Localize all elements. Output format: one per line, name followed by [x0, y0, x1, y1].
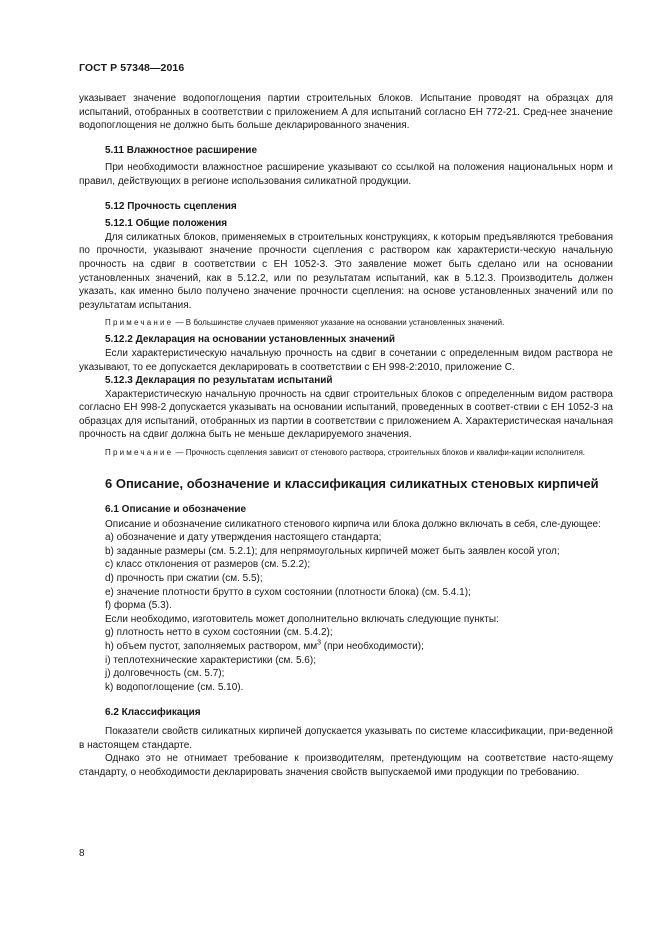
optional-intro: Если необходимо, изготовитель может дополнительно включать следующие пункты: [105, 613, 499, 625]
list-item: k) водопоглощение (см. 5.10). [105, 681, 244, 693]
list-item: с) класс отклонения от размеров (см. 5.2.2); [105, 559, 311, 571]
section-5-12-1-text: Для силикатных блоков, применяемых в строительных конструкциях, к которым предъявляются требования по прочности, указывают значение прочности сцепления с раствором как характеристи-ческую начальную прочность на сдвиг в соответствии с ЕН 1052-3. Это заявление может быть сделано или на основании установленных значений, как в 5.12.2, или по результатам испытаний, как в 5.12.3. Производитель должен указать, как именно было получено значение прочности сцепления: на основе установленных значений или по результатам испытания. [79, 231, 613, 311]
list-item: i) теплотехнические характеристики (см. 5.6); [105, 654, 316, 666]
list-item [79, 640, 613, 654]
list-item: а) обозначение и дату утверждения настоящего стандарта; [105, 532, 382, 544]
note-text: — В большинстве случаев применяют указание на основании установленных значений. [173, 318, 505, 328]
note-label: Примечание [105, 448, 174, 458]
list-item-text: h) объем пустот, заполняемых раствором, мм [105, 641, 318, 652]
section-5-12-3-title: 5.12.3 Декларация по результатам испытаний [105, 375, 333, 387]
list-item: b) заданные размеры (см. 5.2.1); для непрямоугольных кирпичей может быть заявлен косой угол; [105, 545, 560, 557]
section-5-12-1-title: 5.12.1 Общие положения [105, 218, 228, 230]
section-6-title: 6 Описание, обозначение и классификация силикатных стеновых кирпичей [105, 476, 599, 492]
page-number: 8 [79, 848, 85, 859]
section-5-12-3-text: Характеристическую начальную прочность на сдвиг строительных блоков с определенным видом раствора согласно ЕН 998-2 допускается указывать на основании испытаний, проведенных в соответ-ствии с ЕН 1052-3 на образцах для испытаний, отобранных из партии в соответствии с приложением А. Характеристическая начальная прочность на сдвиг должна быть не меньше декларируемого значения. [79, 388, 613, 441]
intro-paragraph: указывает значение водопоглощения партии строительных блоков. Испытание проводят на образцах для испытаний, отобранных в соответствии с приложением А для испытаний согласно ЕН 772-21. Сред-нее значение водопоглощения не должно быть больше декларированного значения. [79, 93, 613, 132]
list-item-text: (при необходимости); [321, 641, 424, 652]
section-5-12-2-text: Если характеристическую начальную прочность на сдвиг в сочетании с определенным видом раствора не указывают, то ее допускается декларировать в соответствии с ЕН 998-2:2010, приложение С. [79, 347, 613, 373]
section-5-12-title: 5.12 Прочность сцепления [105, 200, 237, 212]
section-5-12-2-title: 5.12.2 Декларация на основании установленных значений [105, 334, 396, 346]
note-5-12-3 [79, 447, 613, 459]
note-text: — Прочность сцепления зависит от стенового раствора, строительных блоков и квалифи-кации исполнителя. [173, 448, 586, 458]
list-item: g) плотность нетто в сухом состоянии (см. 5.4.2); [105, 627, 333, 639]
list-item: j) долговечность (см. 5.7); [105, 668, 225, 680]
section-6-2-p1: Показатели свойств силикатных кирпичей допускается указывать по системе классификации, при-веденной в настоящем стандарте. [79, 725, 613, 751]
section-6-1-title: 6.1 Описание и обозначение [105, 504, 247, 516]
note-5-12-1 [79, 317, 613, 329]
document-header: ГОСТ Р 57348—2016 [79, 62, 185, 74]
superscript: 3 [317, 639, 321, 647]
page-content [79, 92, 613, 779]
section-6-2-title: 6.2 Классификация [105, 707, 201, 719]
list-item: е) значение плотности брутто в сухом состоянии (плотности блока) (см. 5.4.1); [105, 586, 471, 598]
section-6-2-p2: Однако это не отнимает требование к производителям, претендующим на соответствие насто-ящему стандарту, о необходимости декларировать значения свойств выпускаемой ими продукции по требованию. [79, 753, 613, 778]
note-label: Примечание [105, 318, 174, 328]
section-6-1-intro: Описание и обозначение силикатного стенового кирпича или блока должно включать в себя, сле-дующее: [105, 518, 601, 530]
section-5-11-text: При необходимости влажностное расширение указывают со ссылкой на положения национальных норм и правил, действующих в регионе использования силикатной продукции. [79, 162, 613, 187]
list-item: d) прочность при сжатии (см. 5.5); [105, 573, 263, 585]
section-5-11-title: 5.11 Влажностное расширение [105, 144, 258, 156]
list-item: f) форма (5.3). [105, 600, 172, 612]
